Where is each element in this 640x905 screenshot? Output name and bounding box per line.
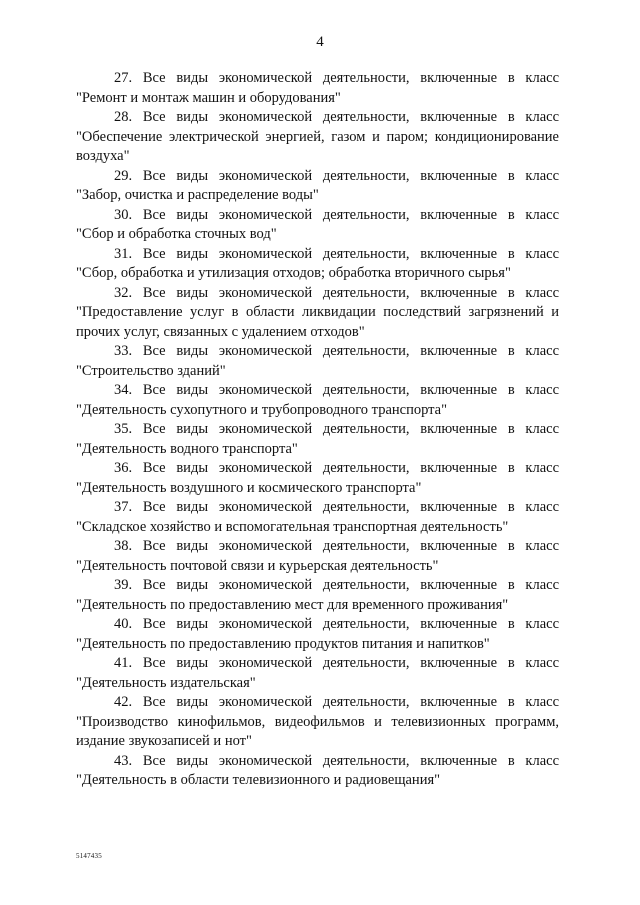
list-item [76, 498, 559, 537]
item-line: "Деятельность водного транспорта" [76, 440, 298, 457]
list-item [76, 654, 559, 693]
item-line: "Деятельность по предоставлению продуктов питания и напитков" [76, 635, 490, 652]
list-item [76, 576, 559, 615]
item-line: 34. Все виды экономической деятельности, включенные в класс [114, 382, 559, 398]
item-line: 33. Все виды экономической деятельности, включенные в класс [114, 343, 559, 359]
item-line: 31. Все виды экономической деятельности, включенные в класс [114, 245, 559, 262]
item-line: 40. Все виды экономической деятельности, включенные в класс [114, 616, 559, 632]
item-line: 32. Все виды экономической деятельности, включенные в класс [114, 284, 559, 301]
item-line: "Строительство зданий" [76, 362, 226, 379]
list-item [76, 420, 559, 459]
item-line: 37. Все виды экономической деятельности, включенные в класс [114, 499, 559, 515]
item-line: 35. Все виды экономической деятельности, включенные в класс [114, 421, 559, 437]
list-item [76, 615, 559, 654]
item-line: "Забор, очистка и распределение воды" [76, 187, 319, 203]
item-line: "Деятельность почтовой связи и курьерская деятельность" [76, 557, 439, 574]
page-number: 4 [316, 34, 324, 50]
document-code: 5147435 [76, 852, 102, 860]
item-line: 36. Все виды экономической деятельности, включенные в класс [114, 460, 559, 476]
list-item [76, 245, 559, 284]
item-line: 30. Все виды экономической деятельности, включенные в класс [114, 206, 559, 223]
item-line: "Ремонт и монтаж машин и оборудования" [76, 89, 341, 106]
list-item [76, 459, 559, 498]
list-item [76, 284, 559, 343]
item-line: "Деятельность воздушного и космического транспорта" [76, 479, 422, 496]
item-line: воздуха" [76, 148, 130, 164]
item-line: 28. Все виды экономической деятельности, включенные в класс [114, 109, 559, 125]
list-item [76, 752, 559, 791]
list-item [76, 693, 559, 752]
item-line: 38. Все виды экономической деятельности, включенные в класс [114, 538, 559, 554]
item-line: "Сбор, обработка и утилизация отходов; обработка вторичного сырья" [76, 265, 511, 281]
list-item [76, 167, 559, 206]
item-line: "Деятельность сухопутного и трубопроводного транспорта" [76, 401, 448, 418]
list-item [76, 69, 559, 108]
item-line: "Сбор и обработка сточных вод" [76, 226, 277, 242]
list-item [76, 206, 559, 245]
item-line: "Деятельность по предоставлению мест для временного проживания" [76, 596, 509, 613]
item-line: издание звукозаписей и нот" [76, 733, 252, 749]
list-item [76, 342, 559, 381]
item-line: 41. Все виды экономической деятельности, включенные в класс [114, 655, 559, 671]
item-line: "Складское хозяйство и вспомогательная транспортная деятельность" [76, 518, 509, 535]
item-list [76, 69, 559, 791]
list-item [76, 108, 559, 167]
item-line: 27. Все виды экономической деятельности, включенные в класс [114, 70, 559, 86]
item-line: "Предоставление услуг в области ликвидации последствий загрязнений и [76, 304, 559, 320]
item-line: "Деятельность в области телевизионного и радиовещания" [76, 772, 441, 788]
item-line: 39. Все виды экономической деятельности, включенные в класс [114, 577, 559, 593]
item-line: 43. Все виды экономической деятельности, включенные в класс [114, 752, 559, 769]
item-line: прочих услуг, связанных с удалением отходов" [76, 323, 365, 340]
list-item [76, 381, 559, 420]
item-line: 42. Все виды экономической деятельности, включенные в класс [114, 694, 559, 710]
item-line: 29. Все виды экономической деятельности, включенные в класс [114, 167, 559, 184]
list-item [76, 537, 559, 576]
item-line: "Производство кинофильмов, видеофильмов и телевизионных программ, [76, 713, 559, 730]
item-line: "Деятельность издательская" [76, 674, 256, 691]
item-line: "Обеспечение электрической энергией, газом и паром; кондиционирование [76, 128, 559, 145]
